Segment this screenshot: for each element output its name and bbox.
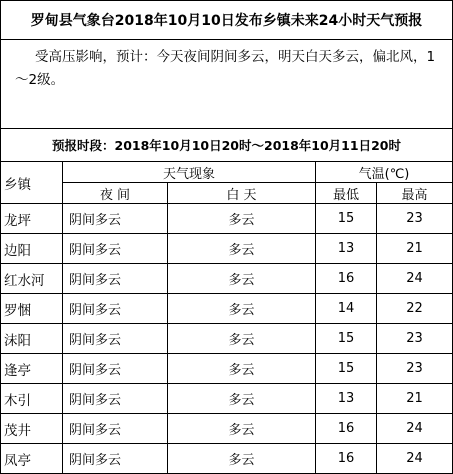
header-weather: 天气现象 xyxy=(63,162,316,183)
town-cell: 红水河 xyxy=(1,264,63,294)
table-row xyxy=(1,414,453,444)
night-weather-cell: 阴间多云 xyxy=(63,444,168,474)
table-row xyxy=(1,384,453,414)
day-weather-cell: 多云 xyxy=(168,384,316,414)
max-temp-cell: 24 xyxy=(377,264,453,294)
night-weather-cell: 阴间多云 xyxy=(63,234,168,264)
night-weather-cell: 阴间多云 xyxy=(63,414,168,444)
night-weather-cell: 阴间多云 xyxy=(63,294,168,324)
town-cell: 龙坪 xyxy=(1,204,63,234)
min-temp-cell: 13 xyxy=(316,384,377,414)
min-temp-cell: 16 xyxy=(316,444,377,474)
max-temp-cell: 21 xyxy=(377,384,453,414)
night-weather-cell: 阴间多云 xyxy=(63,324,168,354)
day-weather-cell: 多云 xyxy=(168,294,316,324)
header-town: 乡镇 xyxy=(1,162,63,204)
day-weather-cell: 多云 xyxy=(168,354,316,384)
night-weather-cell: 阴间多云 xyxy=(63,264,168,294)
town-cell: 边阳 xyxy=(1,234,63,264)
town-cell: 逢亭 xyxy=(1,354,63,384)
min-temp-cell: 15 xyxy=(316,324,377,354)
day-weather-cell: 多云 xyxy=(168,414,316,444)
max-temp-cell: 22 xyxy=(377,294,453,324)
town-cell: 罗悃 xyxy=(1,294,63,324)
night-weather-cell: 阴间多云 xyxy=(63,384,168,414)
max-temp-cell: 24 xyxy=(377,444,453,474)
town-cell: 凤亭 xyxy=(1,444,63,474)
header-temperature: 气温(℃) xyxy=(316,162,453,183)
max-temp-cell: 23 xyxy=(377,354,453,384)
day-weather-cell: 多云 xyxy=(168,204,316,234)
night-weather-cell: 阴间多云 xyxy=(63,354,168,384)
page-title: 罗甸县气象台2018年10月10日发布乡镇未来24小时天气预报 xyxy=(1,1,453,40)
town-cell: 沫阳 xyxy=(1,324,63,354)
day-weather-cell: 多云 xyxy=(168,324,316,354)
day-weather-cell: 多云 xyxy=(168,444,316,474)
min-temp-cell: 13 xyxy=(316,234,377,264)
min-temp-cell: 15 xyxy=(316,354,377,384)
table-row xyxy=(1,324,453,354)
table-row xyxy=(1,294,453,324)
header-day: 白 天 xyxy=(168,183,316,204)
table-row xyxy=(1,204,453,234)
table-row xyxy=(1,354,453,384)
table-row xyxy=(1,264,453,294)
header-min: 最低 xyxy=(316,183,377,204)
town-cell: 木引 xyxy=(1,384,63,414)
max-temp-cell: 23 xyxy=(377,324,453,354)
day-weather-cell: 多云 xyxy=(168,234,316,264)
max-temp-cell: 23 xyxy=(377,204,453,234)
header-night: 夜 间 xyxy=(63,183,168,204)
header-max: 最高 xyxy=(377,183,453,204)
day-weather-cell: 多云 xyxy=(168,264,316,294)
table-row xyxy=(1,444,453,474)
table-row xyxy=(1,234,453,264)
max-temp-cell: 24 xyxy=(377,414,453,444)
forecast-summary: 受高压影响，预计：今天夜间阴间多云，明天白天多云，偏北风，1～2级。 xyxy=(1,40,453,129)
max-temp-cell: 21 xyxy=(377,234,453,264)
min-temp-cell: 16 xyxy=(316,414,377,444)
min-temp-cell: 15 xyxy=(316,204,377,234)
min-temp-cell: 14 xyxy=(316,294,377,324)
forecast-period: 预报时段：2018年10月10日20时～2018年10月11日20时 xyxy=(1,129,453,162)
night-weather-cell: 阴间多云 xyxy=(63,204,168,234)
min-temp-cell: 16 xyxy=(316,264,377,294)
town-cell: 茂井 xyxy=(1,414,63,444)
